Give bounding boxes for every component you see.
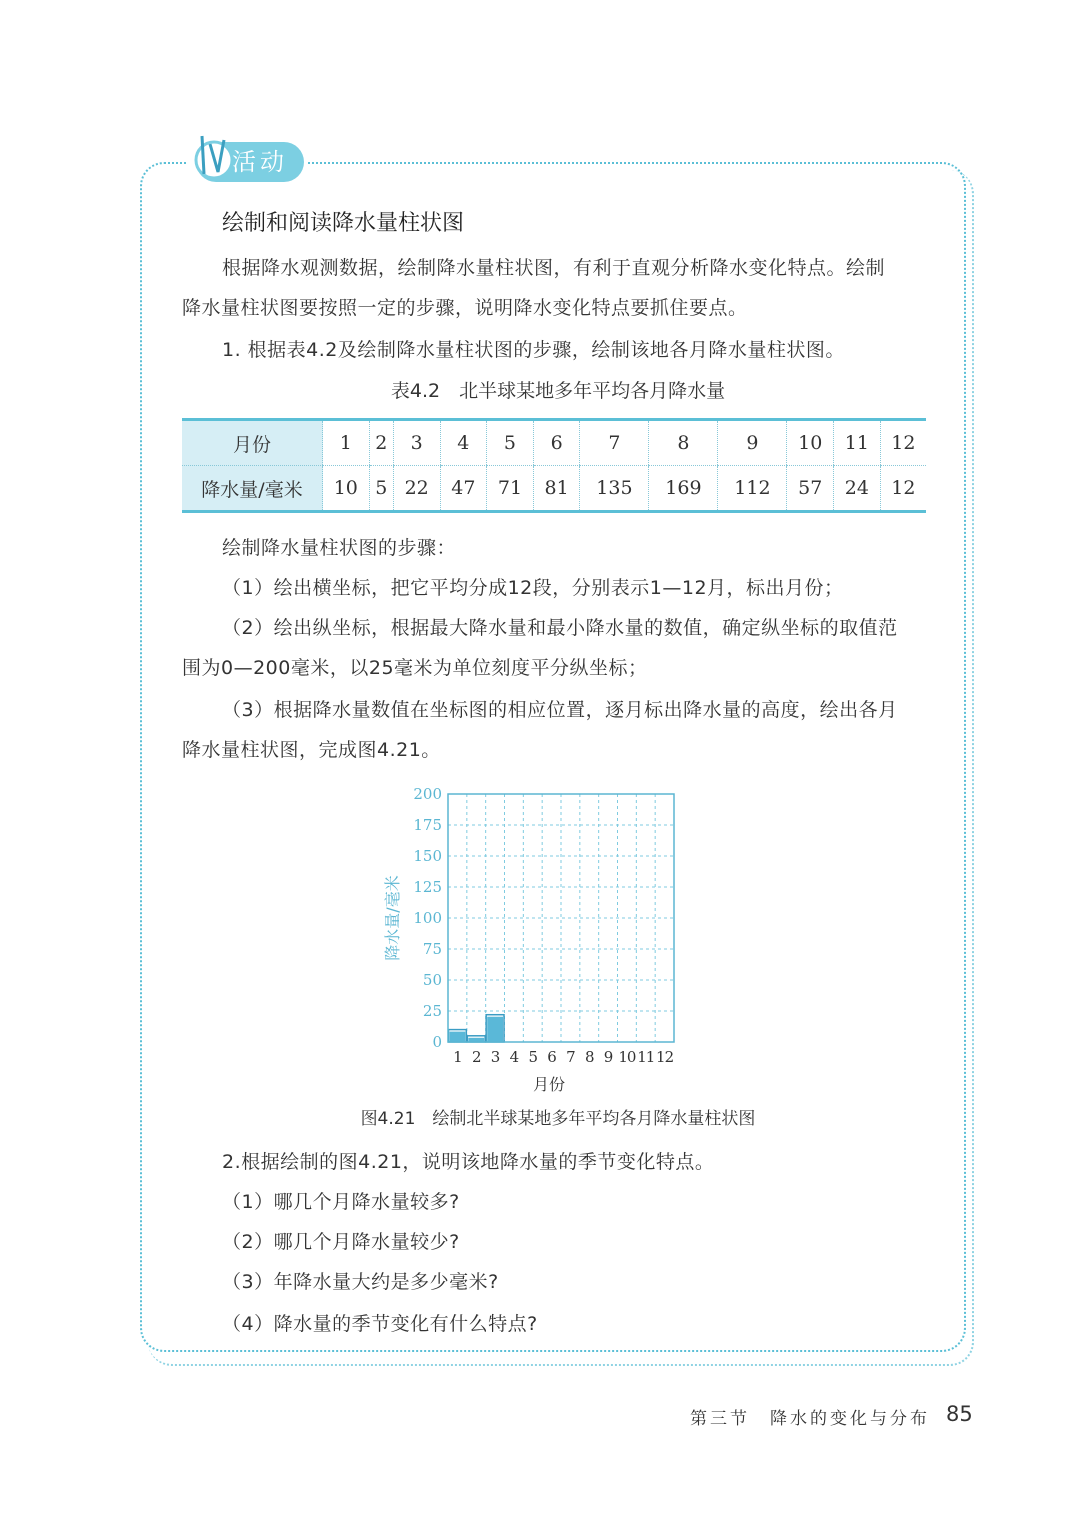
table-cell: 4 bbox=[440, 420, 487, 466]
y-tick-label: 150 bbox=[413, 847, 442, 865]
question-4: （4）降水量的季节变化有什么特点? bbox=[222, 1313, 538, 1335]
y-tick-label: 0 bbox=[432, 1033, 442, 1051]
y-tick-label: 100 bbox=[413, 909, 442, 927]
footer-section-title: 第三节 降水的变化与分布 bbox=[690, 1409, 930, 1429]
x-tick-label: 7 bbox=[566, 1048, 575, 1066]
x-tick-label: 12 bbox=[656, 1048, 674, 1066]
table-cell: 6 bbox=[533, 420, 580, 466]
y-tick-label: 75 bbox=[422, 940, 442, 958]
x-tick-label: 11 bbox=[637, 1048, 655, 1066]
table-cell: 135 bbox=[580, 466, 649, 512]
table-cell: 10 bbox=[323, 466, 370, 512]
table-cell: 11 bbox=[834, 420, 881, 466]
step-1: （1）绘出横坐标，把它平均分成12段，分别表示1—12月，标出月份； bbox=[222, 577, 844, 599]
x-tick-label: 4 bbox=[509, 1048, 519, 1066]
table-caption: 表4.2 北半球某地多年平均各月降水量 bbox=[390, 380, 726, 402]
figure-caption: 图4.21 绘制北半球某地多年平均各月降水量柱状图 bbox=[360, 1109, 756, 1129]
bar bbox=[487, 1017, 503, 1042]
table-cell: 8 bbox=[649, 420, 718, 466]
task-2: 2.根据绘制的图4.21，说明该地降水量的季节变化特点。 bbox=[222, 1151, 715, 1173]
table-cell: 5 bbox=[487, 420, 534, 466]
precipitation-bar-chart bbox=[380, 780, 700, 1100]
table-cell: 57 bbox=[787, 466, 834, 512]
table-cell: 2 bbox=[369, 420, 393, 466]
intro-line-2: 降水量柱状图要按照一定的步骤，说明降水变化特点要抓住要点。 bbox=[182, 297, 748, 319]
x-axis-label: 月份 bbox=[532, 1075, 566, 1094]
table-header-precip: 降水量/毫米 bbox=[182, 466, 323, 512]
step-3-line-1: （3）根据降水量数值在坐标图的相应位置，逐月标出降水量的高度，绘出各月 bbox=[222, 699, 898, 721]
table-cell: 47 bbox=[440, 466, 487, 512]
section-title: 绘制和阅读降水量柱状图 bbox=[222, 211, 465, 236]
precipitation-table bbox=[182, 418, 926, 513]
table-row-values bbox=[182, 466, 926, 512]
table-cell: 81 bbox=[533, 466, 580, 512]
intro-paragraph bbox=[182, 248, 934, 328]
table-cell: 10 bbox=[787, 420, 834, 466]
table-cell: 112 bbox=[718, 466, 787, 512]
activity-badge-label: 活动 bbox=[232, 148, 288, 176]
question-1: （1）哪几个月降水量较多? bbox=[222, 1191, 460, 1213]
y-tick-label: 25 bbox=[422, 1002, 442, 1020]
table-cell: 9 bbox=[718, 420, 787, 466]
step-2 bbox=[182, 608, 934, 688]
table-header-month: 月份 bbox=[182, 420, 323, 466]
intro-line-1: 根据降水观测数据，绘制降水量柱状图，有利于直观分析降水变化特点。绘制 bbox=[222, 257, 886, 279]
x-tick-label: 2 bbox=[471, 1048, 481, 1066]
table-cell: 22 bbox=[393, 466, 440, 512]
table-cell: 7 bbox=[580, 420, 649, 466]
step-3 bbox=[182, 690, 934, 770]
x-tick-label: 10 bbox=[618, 1048, 636, 1066]
step-2-line-1: （2）绘出纵坐标，根据最大降水量和最小降水量的数值，确定纵坐标的取值范 bbox=[222, 617, 898, 639]
steps-title: 绘制降水量柱状图的步骤： bbox=[222, 537, 457, 559]
table-cell: 71 bbox=[487, 466, 534, 512]
question-2: （2）哪几个月降水量较少? bbox=[222, 1231, 460, 1253]
x-tick-label: 6 bbox=[547, 1048, 556, 1066]
table-row-months bbox=[182, 420, 926, 466]
question-3: （3）年降水量大约是多少毫米? bbox=[222, 1271, 499, 1293]
x-tick-label: 5 bbox=[528, 1048, 538, 1066]
y-tick-label: 200 bbox=[413, 785, 442, 803]
table-cell: 3 bbox=[393, 420, 440, 466]
table-cell: 12 bbox=[880, 420, 926, 466]
table-cell: 12 bbox=[880, 466, 926, 512]
y-tick-label: 125 bbox=[413, 878, 442, 896]
y-tick-label: 50 bbox=[422, 971, 442, 989]
table-cell: 169 bbox=[649, 466, 718, 512]
step-2-line-2: 围为0—200毫米，以25毫米为单位刻度平分纵坐标； bbox=[182, 657, 648, 679]
y-axis-label: 降水量/毫米 bbox=[383, 875, 402, 961]
pencil-ruler-icon bbox=[190, 128, 238, 188]
x-tick-label: 8 bbox=[584, 1048, 594, 1066]
x-tick-label: 3 bbox=[490, 1048, 500, 1066]
y-tick-label: 175 bbox=[413, 816, 442, 834]
bar bbox=[450, 1032, 466, 1042]
table-cell: 1 bbox=[323, 420, 370, 466]
task-1: 1. 根据表4.2及绘制降水量柱状图的步骤，绘制该地各月降水量柱状图。 bbox=[222, 339, 845, 361]
x-tick-label: 9 bbox=[603, 1048, 613, 1066]
table-cell: 5 bbox=[369, 466, 393, 512]
x-tick-label: 1 bbox=[453, 1048, 462, 1066]
page-number: 85 bbox=[946, 1402, 973, 1426]
table-cell: 24 bbox=[834, 466, 881, 512]
step-3-line-2: 降水量柱状图，完成图4.21。 bbox=[182, 739, 441, 761]
